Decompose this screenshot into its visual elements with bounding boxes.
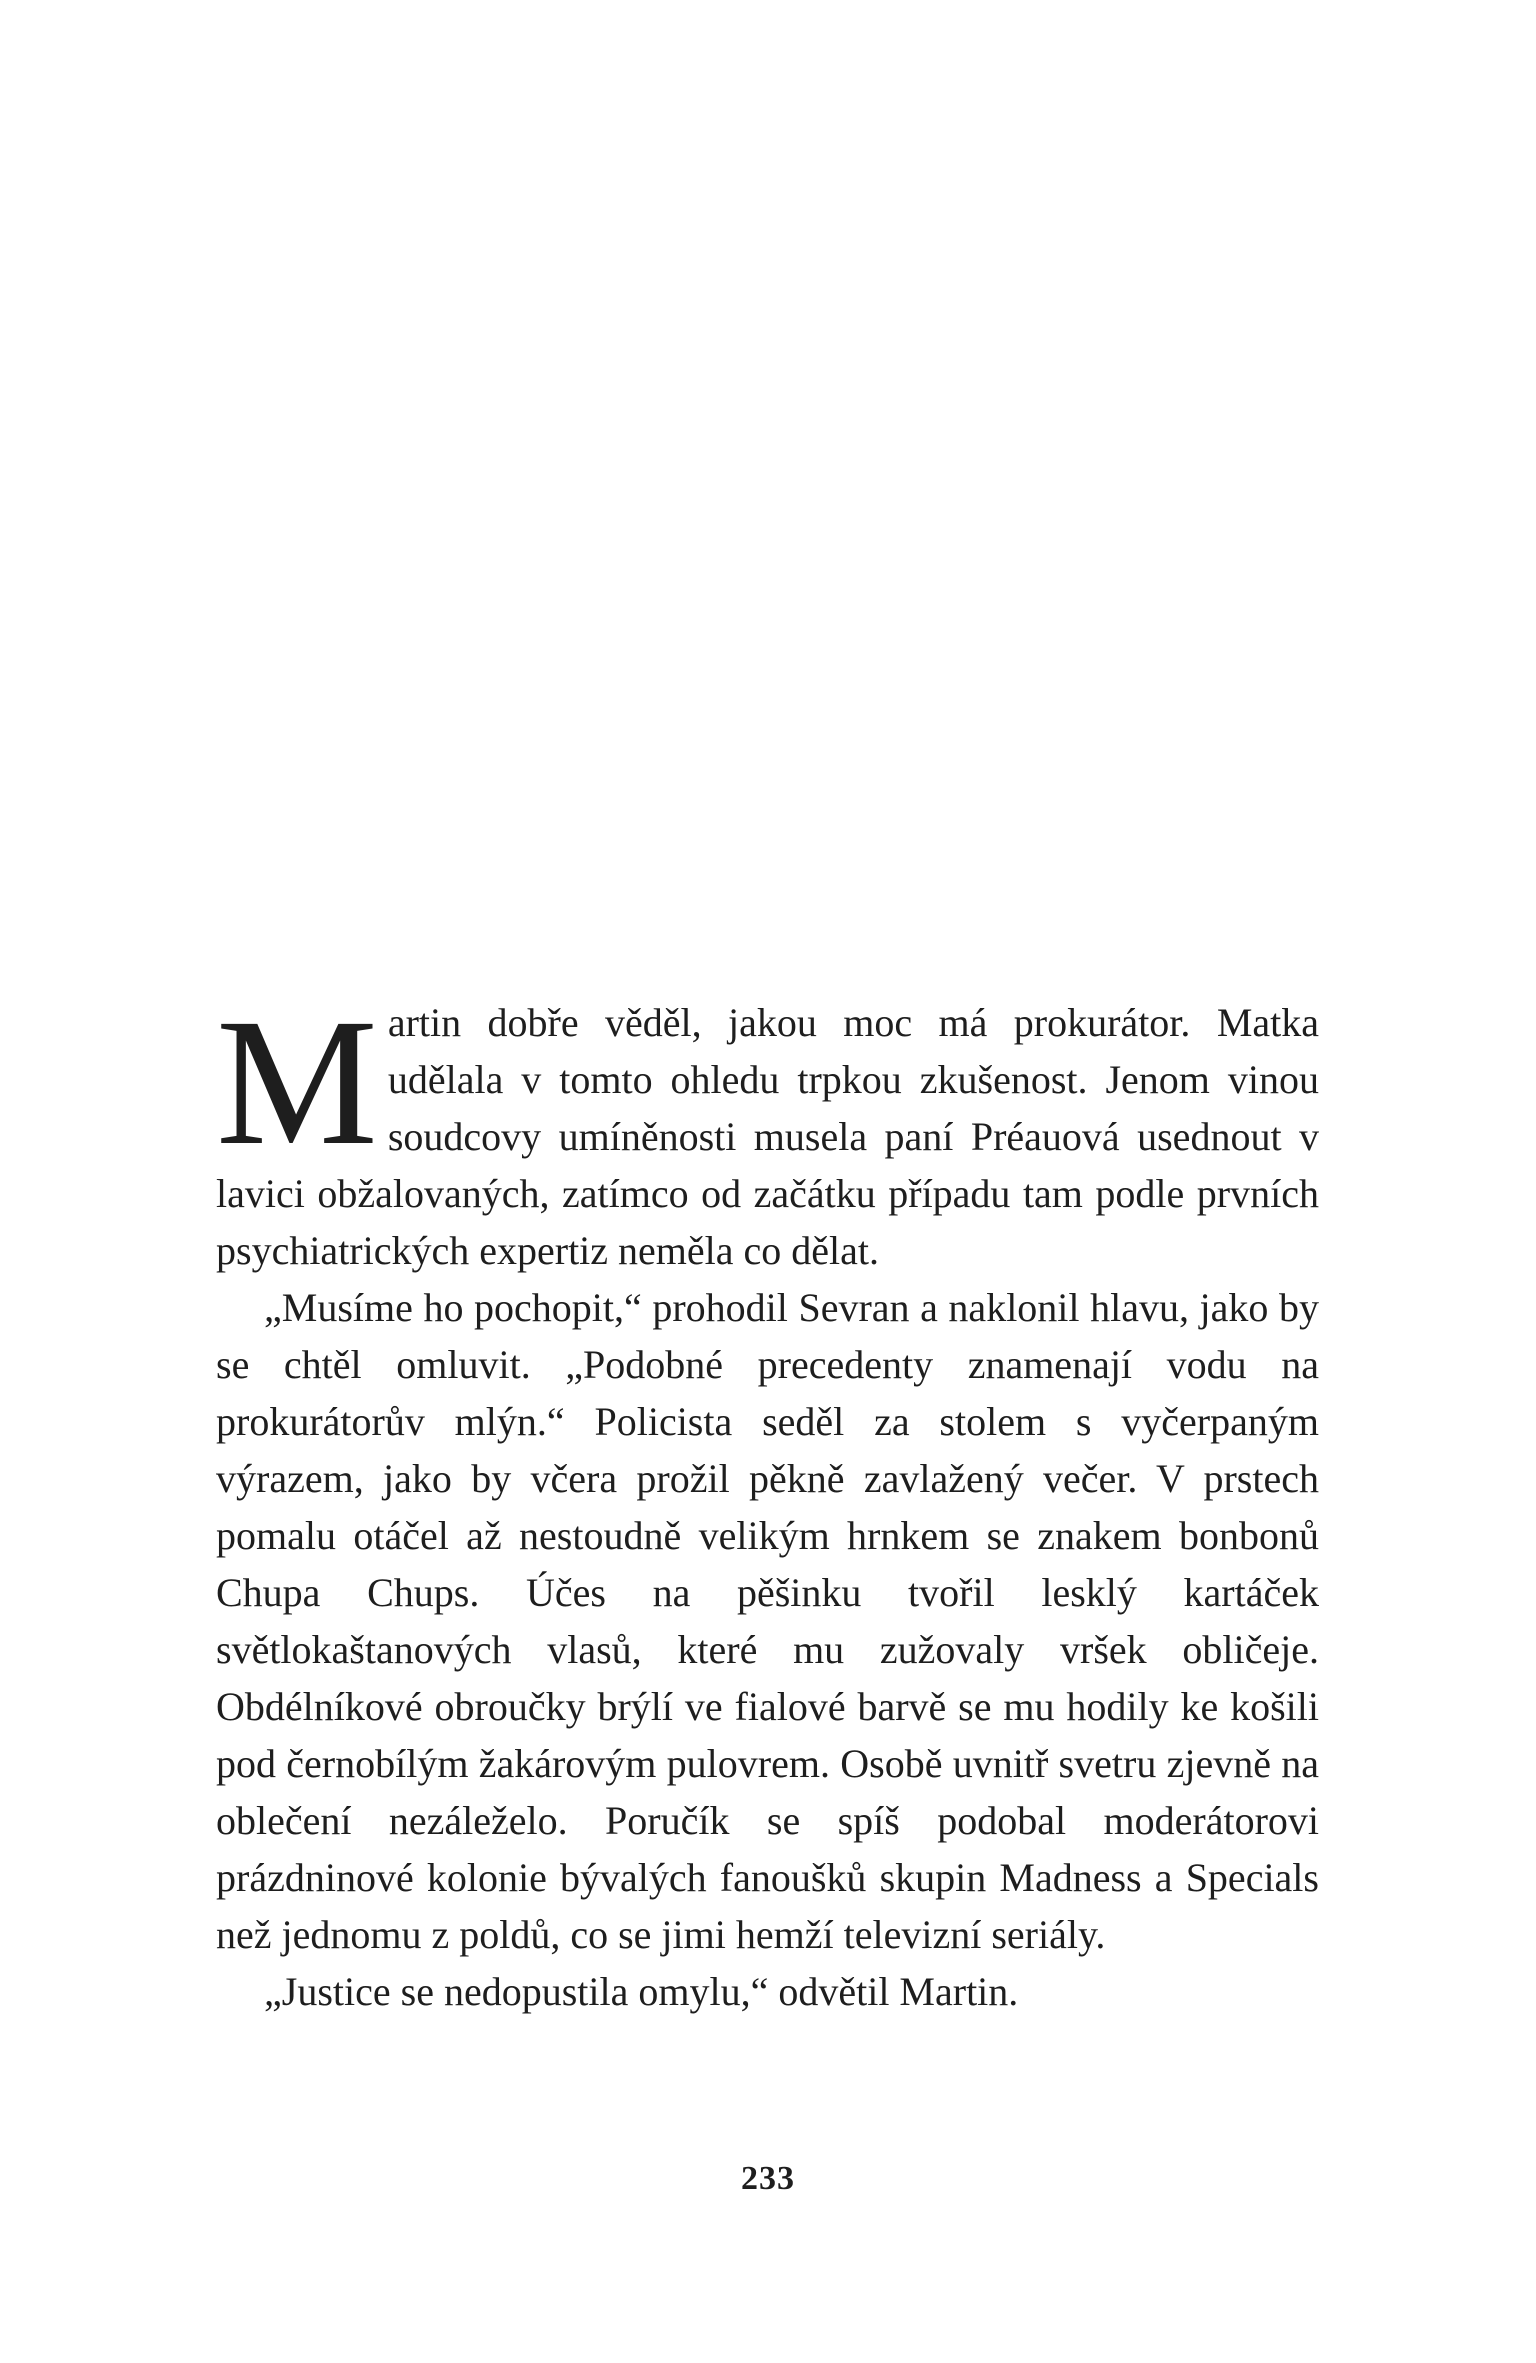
page-number: 233 [741,2160,795,2197]
opening-paragraph-text: artin dobře věděl, jakou moc má prokurátor. Matka udělala v tomto ohledu trpkou zkušenost. Jenom vinou soudcovy umíněnosti musela paní Préauová usednout v lavici obžalovaných, zatímco od začátku případu tam podle prvních psychiatrických expertiz neměla co dělat. [216,1000,1319,1273]
paragraph-dialogue-martin: „Justice se nedopustila omylu,“ odvětil Martin. [264,1969,1019,2014]
body-text [216,982,1319,2020]
drop-cap: M [216,982,378,1183]
opening-paragraph [216,982,1319,1279]
paragraph-dialogue-sevran: „Musíme ho pochopit,“ prohodil Sevran a naklonil hlavu, jako by se chtěl omluvit. „Podobné precedenty znamenají vodu na prokurátorův mlýn.“ Policista seděl za stolem s vyčerpaným výrazem, jako by včera prožil pěkně zavlažený večer. V prstech pomalu otáčel až nestoudně velikým hrnkem se znakem bonbonů Chupa Chups. Účes na pěšinku tvořil lesklý kartáček světlokaštanových vlasů, které mu zužovaly vršek obličeje. Obdélníkové obroučky brýlí ve fialové barvě se mu hodily ke košili pod černobílým žakárovým pulovrem. Osobě uvnitř svetru zjevně na oblečení nezáleželo. Poručík se spíš podobal moderátorovi prázdninové kolonie bývalých fanoušků skupin Madness a Specials než jednomu z poldů, co se jimi hemží televizní seriály. [216,1285,1319,1957]
